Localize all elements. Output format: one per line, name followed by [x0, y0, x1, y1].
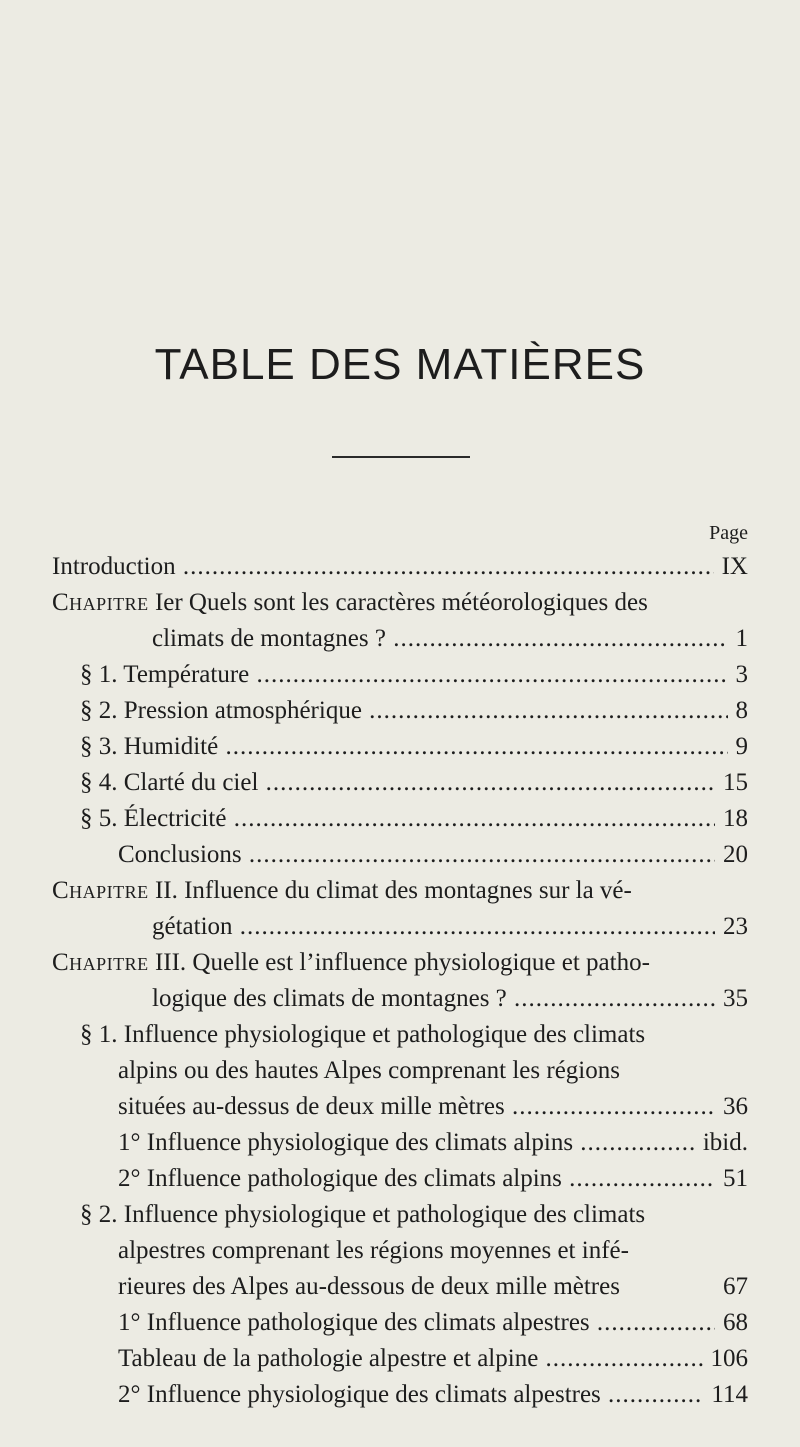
toc-entry-label: § 2. Pression atmosphérique ..... — [80, 696, 728, 726]
toc-entry — [52, 876, 748, 906]
toc-entry-label: logique des climats de montagnes ? ..... — [152, 984, 715, 1014]
toc-entry-label: Conclusions ..... — [118, 840, 715, 870]
toc-entry — [80, 732, 748, 762]
toc-entry — [80, 660, 748, 690]
toc-entry-page: 106 — [710, 1345, 748, 1372]
toc-entry-page: 36 — [723, 1093, 748, 1120]
toc-entry-label: 2° Influence pathologique des climats alpins ..... — [118, 1164, 715, 1194]
toc-entry-page: 67 — [723, 1273, 748, 1300]
toc-entry — [118, 1344, 748, 1374]
toc-entry — [118, 1164, 748, 1194]
toc-entry-page: 8 — [735, 697, 748, 724]
toc-entry — [52, 552, 748, 582]
toc-entry-page: 15 — [723, 769, 748, 796]
toc-entry-label: alpestres comprenant les régions moyennes et infé- — [118, 1237, 629, 1264]
toc-entry — [80, 768, 748, 798]
toc-entry-page: 51 — [723, 1165, 748, 1192]
toc-entry-label: climats de montagnes ? ..... — [152, 624, 728, 654]
toc-entry — [52, 948, 748, 978]
toc-entry-label: Tableau de la pathologie alpestre et alpine ..... — [118, 1344, 703, 1374]
toc-entry — [152, 912, 748, 942]
toc-entry — [118, 840, 748, 870]
toc-entry-label: Introduction ..... — [52, 552, 714, 582]
toc-entry-page: 114 — [711, 1381, 748, 1408]
toc-entry — [118, 1272, 748, 1302]
toc-entry-page: 23 — [723, 913, 748, 940]
toc-entry-label: § 1. Influence physiologique et pathologique des climats — [80, 1021, 646, 1048]
toc-entry-label: § 1. Température ..... — [80, 660, 728, 690]
toc-entry — [52, 588, 748, 618]
toc-entry — [80, 1020, 748, 1050]
page-column-header: Page — [709, 522, 748, 544]
toc-entry — [80, 804, 748, 834]
toc-entry-label: II. Influence du climat des montagnes sur la vé- — [154, 877, 632, 904]
toc-entry-label: 1° Influence pathologique des climats alpestres ..... — [118, 1308, 715, 1338]
toc-entry-label: § 4. Clarté du ciel ..... — [80, 768, 715, 798]
toc-entry-page: 9 — [735, 733, 748, 760]
toc-entry-page: 18 — [723, 805, 748, 832]
toc-entry — [152, 984, 748, 1014]
toc-entry-label: alpins ou des hautes Alpes comprenant les régions — [118, 1057, 620, 1084]
toc-entry-label: 2° Influence physiologique des climats alpestres ..... — [118, 1380, 703, 1410]
toc-entry-label: situées au-dessus de deux mille mètres ..... — [118, 1092, 715, 1122]
toc-entry-label: § 3. Humidité ..... — [80, 732, 728, 762]
toc-entry — [118, 1128, 748, 1158]
toc-entry — [118, 1236, 748, 1266]
toc-entry-page: 20 — [723, 841, 748, 868]
toc-entry-page: IX — [721, 553, 748, 580]
title-divider — [332, 456, 470, 458]
toc-entry — [80, 1200, 748, 1230]
toc-entry-label: 1° Influence physiologique des climats alpins ..... — [118, 1128, 695, 1158]
page-title: TABLE DES MATIÈRES — [154, 340, 646, 389]
toc-entry — [118, 1308, 748, 1338]
toc-entry-page: 3 — [735, 661, 748, 688]
toc-entry — [152, 624, 748, 654]
toc-entry-page: 68 — [723, 1309, 748, 1336]
chapter-prefix: Chapitre — [52, 877, 149, 904]
toc-entry — [118, 1092, 748, 1122]
toc-entry-page: ibid. — [702, 1129, 748, 1156]
chapter-prefix: Chapitre — [52, 949, 149, 976]
toc-entry — [118, 1380, 748, 1410]
toc-entry-label: gétation ..... — [152, 912, 715, 942]
toc-entry-page: 35 — [723, 985, 748, 1012]
toc-entry — [118, 1056, 748, 1086]
toc-entry-label: Ier Quels sont les caractères météorologiques des — [154, 589, 648, 616]
toc-entry-page: 1 — [735, 625, 748, 652]
toc-entry-label: III. Quelle est l’influence physiologique et patho- — [154, 949, 650, 976]
toc-entry-label: § 5. Électricité ..... — [80, 804, 715, 834]
chapter-prefix: Chapitre — [52, 589, 149, 616]
toc-entry-label: § 2. Influence physiologique et pathologique des climats — [80, 1201, 646, 1228]
toc-entry — [80, 696, 748, 726]
toc-entry-label: rieures des Alpes au-dessous de deux mille mètres — [118, 1273, 620, 1300]
